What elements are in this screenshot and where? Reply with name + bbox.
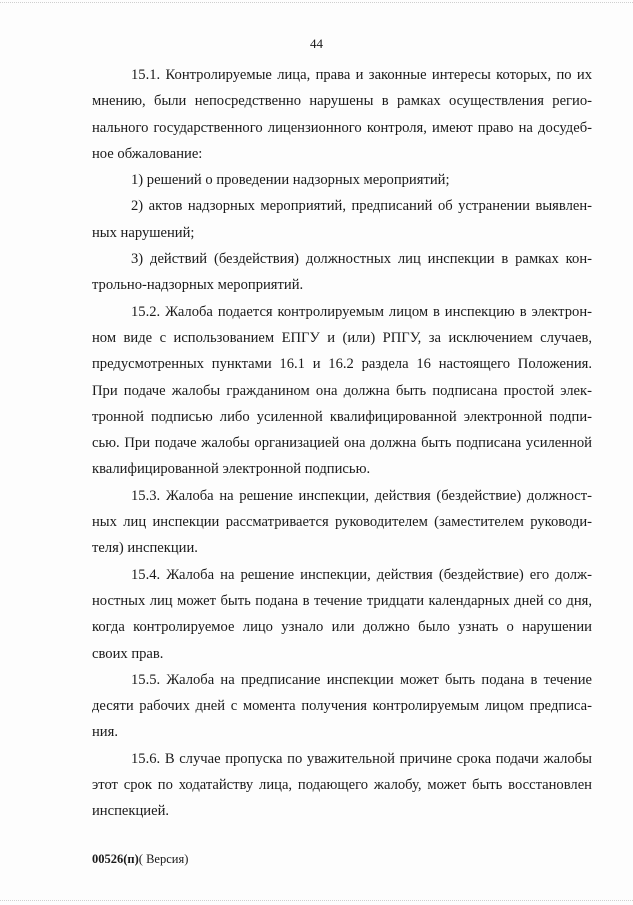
text-line: ных лиц инспекции рассматривается руководителем (заместителем руководи- [92,514,592,531]
list-item: 2) актов надзорных мероприятий, предписаний об устранении выявлен- [131,198,592,215]
top-scan-border [0,2,633,3]
text-line: сью. При подаче жалобы организацией она должна быть подписана усиленной [92,435,592,452]
text-line: 15.3. Жалоба на решение инспекции, действия (бездействие) должност- [131,487,592,504]
document-code: 00526(п) [92,852,139,866]
bottom-scan-border [0,900,633,901]
document-version: ( Версия) [138,852,189,866]
text-line: когда контролируемое лицо узнало или должно было узнать о нарушении [92,619,592,636]
text-line: мнению, были непосредственно нарушены в рамках осуществления регио- [92,93,592,110]
text-line: 15.6. В случае пропуска по уважительной причине срока подачи жалобы [131,750,592,767]
text-line: 15.1. Контролируемые лица, права и законные интересы которых, по их [131,67,592,83]
document-footer [92,852,188,867]
text-line: тронной подписью либо усиленной квалифицированной электронной подпи- [92,408,592,425]
list-item: 1) решений о проведении надзорных мероприятий; [131,172,450,189]
text-line: ное обжалование: [92,145,203,162]
text-line: теля) инспекции. [92,540,198,557]
text-line: 15.2. Жалоба подается контролируемым лицом в инспекцию в электрон- [131,303,592,320]
text-line: этот срок по ходатайству лица, подающего жалобу, может быть восстановлен [92,777,592,794]
page-number: 44 [310,36,323,51]
text-line: десяти рабочих дней с момента получения контролируемым лицом предписа- [92,698,592,715]
text-line: ных нарушений; [92,224,195,241]
text-line: трольно-надзорных мероприятий. [92,277,304,294]
list-item: 3) действий (бездействия) должностных лиц инспекции в рамках кон- [131,251,592,268]
text-line: 15.5. Жалоба на предписание инспекции может быть подана в течение [131,671,592,688]
text-line: инспекцией. [92,803,170,820]
text-line: ностных лиц может быть подана в течение тридцати календарных дней со дня, [92,592,592,609]
text-line: 15.4. Жалоба на решение инспекции, действия (бездействие) его долж- [131,566,592,583]
text-line: При подаче жалобы гражданином она должна быть подписана простой элек- [92,382,592,399]
text-line: квалифицированной электронной подписью. [92,461,371,478]
text-line: ном виде с использованием ЕПГУ и (или) РПГУ, за исключением случаев, [92,329,592,346]
text-line: ния. [92,724,118,741]
text-line: своих прав. [92,645,164,662]
text-line: нального государственного лицензионного контроля, имеют право на досудеб- [92,119,592,136]
text-line: предусмотренных пунктами 16.1 и 16.2 раздела 16 настоящего Положения. [92,356,592,373]
document-body [92,62,592,825]
